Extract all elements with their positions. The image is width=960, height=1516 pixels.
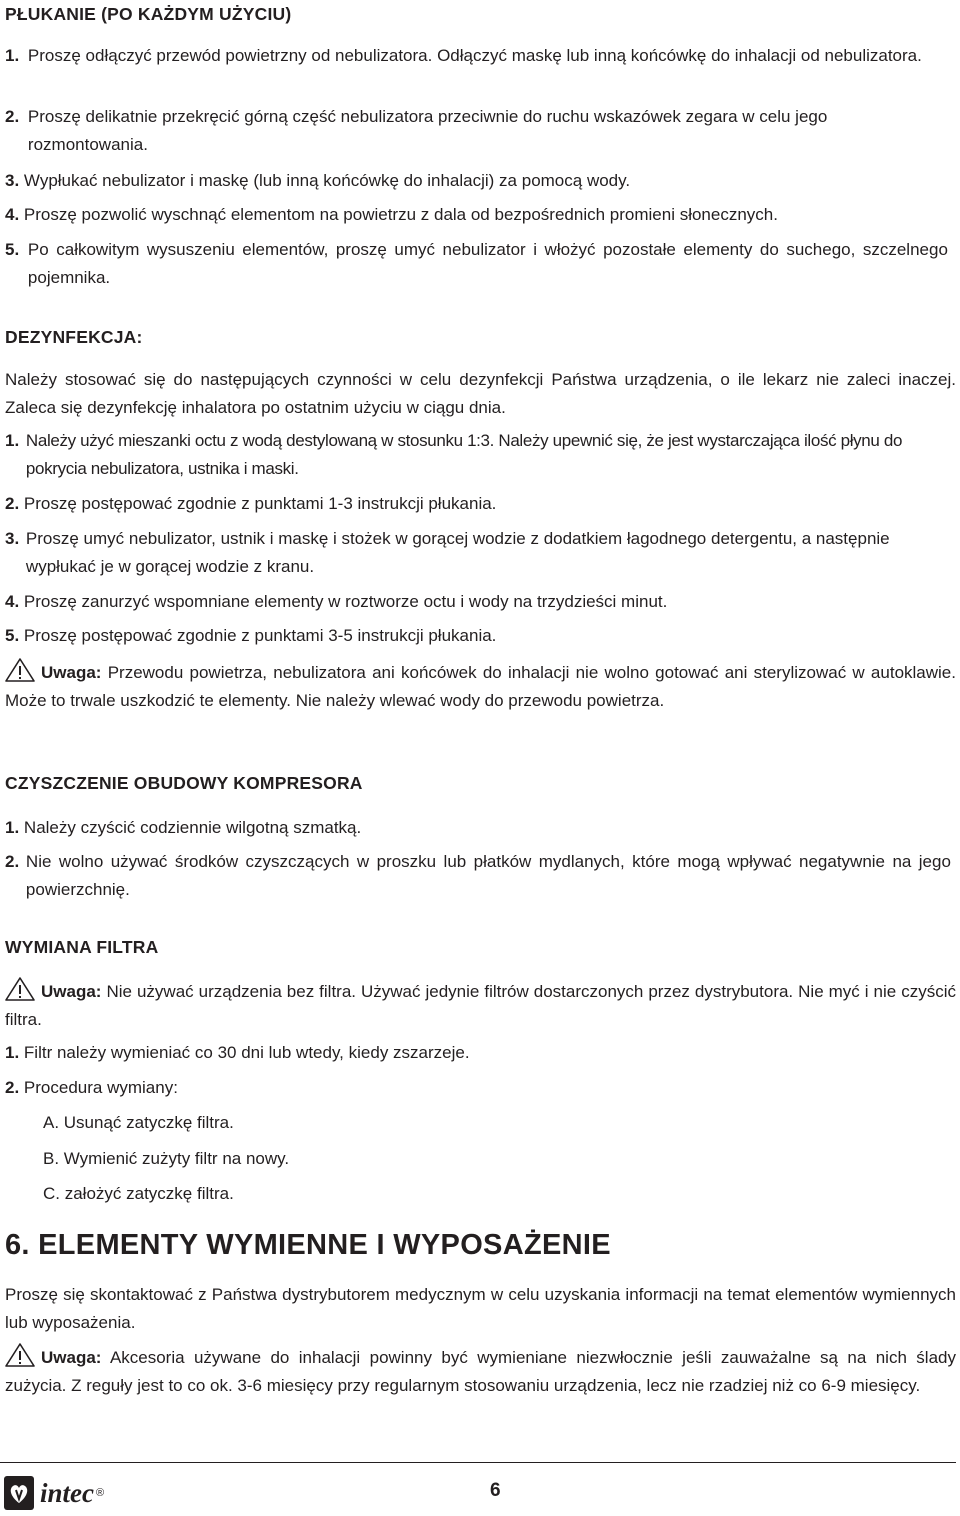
brand-name: intec (40, 1477, 94, 1508)
list-item: 1. Proszę odłączyć przewód powietrzny od nebulizatora. Odłączyć maskę lub inną końcówkę do inhalacji od nebulizatora. (5, 46, 922, 65)
list-item: 1. Należy użyć mieszanki octu z wodą destylowaną w stosunku 1:3. Należy upewnić się, że jest wystarczająca ilość płynu do pokrycia nebulizatora, ustnika i maski. (5, 431, 903, 478)
list-item: 4. Proszę zanurzyć wspomniane elementy w roztworze octu i wody na trzydzieści minut. (5, 592, 668, 611)
page-number: 6 (490, 1480, 501, 1501)
parts-intro: Proszę się skontaktować z Państwa dystrybutorem medycznym w celu uzyskania informacji na temat elementów wymiennych lub wyposażenia. (5, 1285, 956, 1332)
section-title-housing: CZYSZCZENIE OBUDOWY KOMPRESORA (5, 773, 363, 793)
disinfection-warning: Uwaga: Przewodu powietrza, nebulizatora ani końcówek do inhalacji nie wolno gotować ani sterylizować w autoklawie. Może to trwale uszkodzić te elementy. Nie należy wlewać wody do przewodu powietrza. (5, 658, 956, 715)
list-item: 1. Należy czyścić codziennie wilgotną szmatką. (5, 818, 362, 837)
sub-list-item: C. założyć zatyczkę filtra. (43, 1184, 234, 1203)
disinfection-intro: Należy stosować się do następujących czynności w celu dezynfekcji Państwa urządzenia, o ile lekarz nie zaleci inaczej. Zaleca się dezynfekcję inhalatora po ostatnim użyciu w ciągu dnia. (5, 370, 956, 417)
warning-triangle-icon (5, 658, 35, 682)
section-title-disinfection: DEZYNFEKCJA: (5, 327, 143, 347)
registered-mark: ® (96, 1487, 105, 1499)
list-item: 2. Procedura wymiany: (5, 1078, 178, 1097)
list-item: 3. Proszę umyć nebulizator, ustnik i maskę i stożek w gorącej wodzie z dodatkiem łagodnego detergentu, a następnie wypłukać je w gorącej wodzie z kranu. (5, 529, 890, 576)
parts-warning: Uwaga: Akcesoria używane do inhalacji powinny być wymieniane niezwłocznie jeśli zauważalne są na nich ślady zużycia. Z reguły jest to co ok. 3-6 miesięcy przy regularnym stosowaniu urządzenia, lecz nie rzadziej niż co 6-9 miesięcy. (5, 1343, 956, 1400)
warning-triangle-icon (5, 977, 35, 1001)
filter-warning: Uwaga: Nie używać urządzenia bez filtra. Używać jedynie filtrów dostarczonych przez dystrybutora. Nie myć i nie czyścić filtra. (5, 977, 956, 1034)
chapter-title: 6. ELEMENTY WYMIENNE I WYPOSAŻENIE (5, 1229, 611, 1261)
section-title-filter: WYMIANA FILTRA (5, 937, 159, 957)
list-item: 2. Proszę postępować zgodnie z punktami 1-3 instrukcji płukania. (5, 494, 497, 513)
list-item: 5. Proszę postępować zgodnie z punktami 3-5 instrukcji płukania. (5, 626, 497, 645)
list-item: 3. Wypłukać nebulizator i maskę (lub inną końcówkę do inhalacji) za pomocą wody. (5, 171, 631, 190)
section-title-rinse: PŁUKANIE (PO KAŻDYM UŻYCIU) (5, 4, 292, 24)
sub-list-item: A. Usunąć zatyczkę filtra. (43, 1113, 234, 1132)
intec-heart-icon (4, 1476, 34, 1510)
list-item: 1. Filtr należy wymieniać co 30 dni lub wtedy, kiedy zszarzeje. (5, 1043, 470, 1062)
list-item: 2. Nie wolno używać środków czyszczących w proszku lub płatków mydlanych, które mogą wpływać negatywnie na jego powierzchnię. (5, 852, 951, 899)
brand-logo (4, 1475, 104, 1511)
list-item: 2. Proszę delikatnie przekręcić górną część nebulizatora przeciwnie do ruchu wskazówek zegara w celu jego rozmontowania. (5, 107, 828, 154)
footer-divider (0, 1462, 956, 1463)
list-item: 4. Proszę pozwolić wyschnąć elementom na powietrzu z dala od bezpośrednich promieni słonecznych. (5, 205, 778, 224)
sub-list-item: B. Wymienić zużyty filtr na nowy. (43, 1149, 290, 1168)
list-item: 5. Po całkowitym wysuszeniu elementów, proszę umyć nebulizator i włożyć pozostałe elementy do suchego, szczelnego pojemnika. (5, 240, 948, 287)
warning-triangle-icon (5, 1343, 35, 1367)
